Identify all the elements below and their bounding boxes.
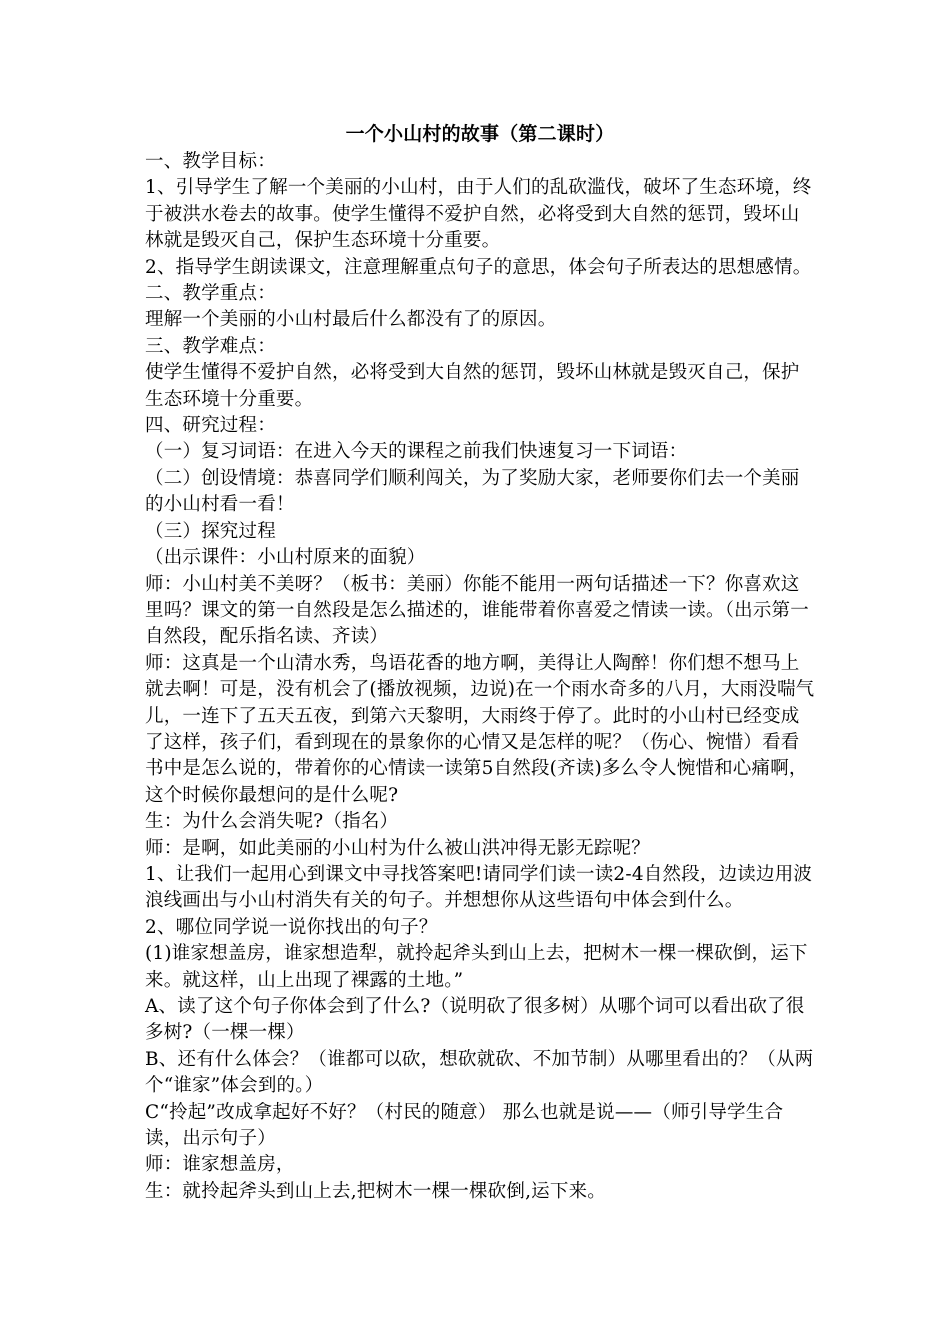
process-step-scenario: （二）创设情境：恭喜同学们顺利闯关，为了奖励大家，老师要你们去一个美丽的小山村看一看！ bbox=[145, 467, 800, 516]
question-a: A、读了这个句子你体会到了什么?（说明砍了很多树）从哪个词可以看出砍了很多树?（一棵一棵） bbox=[145, 996, 805, 1044]
quoted-sentence-1: (1)谁家想盖房，谁家想造犁，就拎起斧头到山上去，把树木一棵一棵砍倒，运下来。就这样，山上出现了裸露的土地。” bbox=[145, 943, 808, 991]
process-step-review: （一）复习词语：在进入今天的课程之前我们快速复习一下词语： bbox=[145, 441, 688, 463]
courseware-note: （出示课件：小山村原来的面貌） bbox=[145, 547, 426, 569]
teacher-dialogue-4: 师：谁家想盖房， bbox=[145, 1154, 295, 1176]
teacher-dialogue-1: 师：小山村美不美呀？（板书：美丽）你能不能用一两句话描述一下？你喜欢这里吗？课文的第一自然段是怎么描述的，谁能带着你喜爱之情读一读。（出示第一自然段，配乐指名读、齐读） bbox=[145, 573, 809, 648]
teacher-dialogue-3: 师：是啊，如此美丽的小山村为什么被山洪冲得无影无踪呢？ bbox=[145, 837, 650, 859]
document-title: 一个小山村的故事（第二课时） bbox=[345, 123, 615, 145]
key-points-text: 理解一个美丽的小山村最后什么都没有了的原因。 bbox=[145, 309, 557, 331]
activity-2: 2、哪位同学说一说你找出的句子？ bbox=[145, 916, 438, 938]
process-step-explore: （三）探究过程 bbox=[145, 520, 276, 542]
student-dialogue-1: 生：为什么会消失呢?（指名） bbox=[145, 811, 399, 833]
objective-1: 1、引导学生了解一个美丽的小山村，由于人们的乱砍滥伐，破坏了生态环境，终于被洪水卷去的故事。使学生懂得不爱护自然，必将受到大自然的惩罚，毁坏山林就是毁灭自己，保护生态环境十分重要。 bbox=[145, 177, 812, 252]
activity-1: 1、让我们一起用心到课文中寻找答案吧!请同学们读一读2-4自然段，边读边用波浪线画出与小山村消失有关的句子。并想想你从这些语句中体会到什么。 bbox=[145, 863, 813, 912]
section-heading-difficulties: 三、教学难点： bbox=[145, 335, 276, 357]
section-heading-process: 四、研究过程： bbox=[145, 415, 276, 437]
question-c: C“拎起”改成拿起好不好？（村民的随意） 那么也就是说——（师引导学生合读，出示句子） bbox=[145, 1101, 784, 1150]
objective-2: 2、指导学生朗读课文，注意理解重点句子的意思，体会句子所表达的思想感情。 bbox=[145, 256, 812, 278]
student-dialogue-2: 生：就拎起斧头到山上去,把树木一棵一棵砍倒,运下来。 bbox=[145, 1180, 606, 1202]
section-heading-key-points: 二、教学重点： bbox=[145, 283, 276, 305]
document-page bbox=[145, 120, 815, 1205]
teacher-dialogue-2: 师：这真是一个山清水秀，鸟语花香的地方啊，美得让人陶醉！你们想不想马上就去啊！可是，没有机会了(播放视频，边说)在一个雨水奇多的八月，大雨没喘气儿，一连下了五天五夜，到第六天黎明，大雨终于停了。此时的小山村已经变成了这样，孩子们，看到现在的景象你的心情又是怎样的呢？（伤心、惋惜）看看书中是怎么说的，带着你的心情读一读第5自然段(齐读)多么令人惋惜和心痛啊，这个时候你最想问的是什么呢? bbox=[145, 652, 815, 806]
difficulties-text: 使学生懂得不爱护自然，必将受到大自然的惩罚，毁坏山林就是毁灭自己，保护生态环境十分重要。 bbox=[145, 362, 800, 410]
question-b: B、还有什么体会？（谁都可以砍，想砍就砍、不加节制）从哪里看出的？（从两个“谁家”体会到的。） bbox=[145, 1048, 814, 1097]
section-heading-objectives: 一、教学目标： bbox=[145, 151, 276, 172]
